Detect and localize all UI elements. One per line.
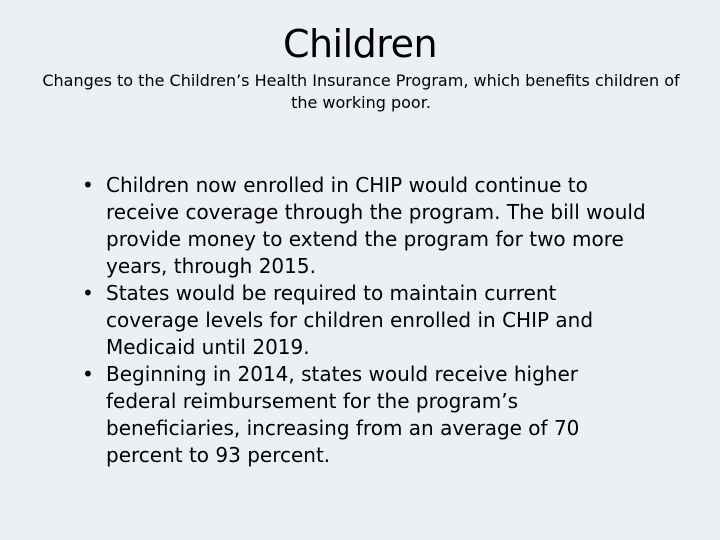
slide-subtitle: Changes to the Children’s Health Insurance Program, which benefits children of the working poor. — [42, 71, 680, 112]
bullet-text: Beginning in 2014, states would receive higher federal reimbursement for the program’s beneficiaries, increasing from an average of 70 percent to 93 percent. — [106, 362, 580, 467]
bullet-icon: • — [82, 281, 94, 305]
bullet-item — [0, 280, 720, 361]
slide-title: Children — [282, 22, 438, 66]
bullet-text: States would be required to maintain current coverage levels for children enrolled in CHIP and Medicaid until 2019. — [106, 281, 594, 359]
bullet-icon: • — [82, 362, 94, 386]
bullet-item — [0, 172, 720, 280]
bullet-item — [0, 361, 720, 469]
bullet-icon: • — [82, 173, 94, 197]
bullet-list — [0, 172, 720, 469]
bullet-text: Children now enrolled in CHIP would continue to receive coverage through the program. The bill would provide money to extend the program for two more years, through 2015. — [106, 173, 646, 278]
